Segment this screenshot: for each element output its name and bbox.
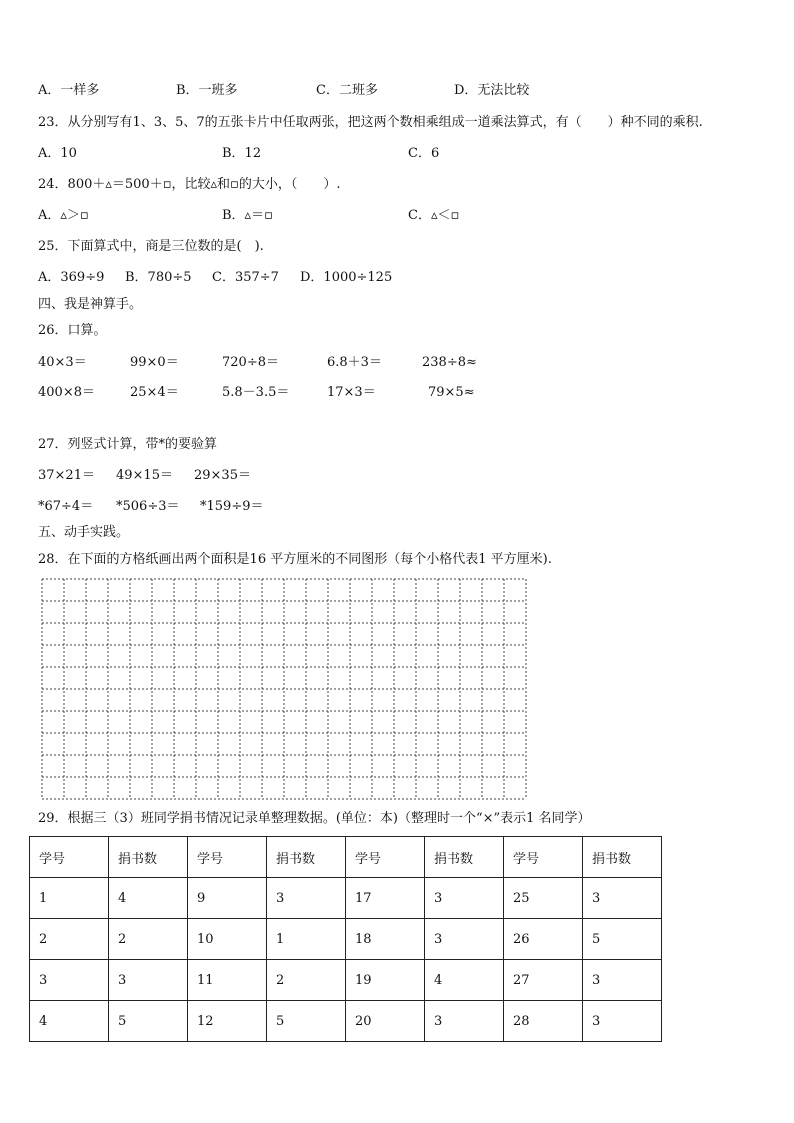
table-cell: 9: [188, 878, 267, 919]
table-cell: 学号: [30, 837, 109, 878]
q27-item: 29×35＝: [194, 468, 251, 483]
table-cell: 3: [583, 960, 662, 1001]
question-23-text: 23．从分别写有1、3、5、7的五张卡片中任取两张，把这两个数相乘组成一道乘法算式，有（ ）种不同的乘积.: [38, 115, 703, 130]
table-cell: 28: [504, 1001, 583, 1042]
table-cell: 学号: [504, 837, 583, 878]
table-cell: 3: [109, 960, 188, 1001]
q26-item: 99×0＝: [130, 355, 179, 370]
table-cell: 2: [30, 919, 109, 960]
table-cell: 10: [188, 919, 267, 960]
table-cell: 2: [109, 919, 188, 960]
grid-paper[interactable]: [41, 578, 527, 800]
q22-option-a: A．一样多: [38, 83, 100, 98]
question-29-text: 29．根据三（3）班同学捐书情况记录单整理数据。(单位：本)（整理时一个“×”表示1 名同学）: [38, 811, 591, 826]
q26-item: 40×3＝: [38, 355, 87, 370]
table-cell: 学号: [346, 837, 425, 878]
table-cell: 17: [346, 878, 425, 919]
table-cell: 5: [267, 1001, 346, 1042]
question-27-text: 27．列竖式计算，带*的要验算: [38, 437, 218, 452]
q22-option-d: D．无法比较: [454, 83, 530, 98]
q26-item: 79×5≈: [428, 385, 475, 400]
q23-option-a: A．10: [38, 146, 77, 161]
table-row: [30, 919, 662, 960]
table-cell: 5: [109, 1001, 188, 1042]
table-cell: 3: [425, 878, 504, 919]
q24-option-b: B．▵＝▫: [222, 208, 273, 223]
table-row: [30, 878, 662, 919]
q25-option-a: A．369÷9: [38, 270, 105, 285]
q22-option-b: B．一班多: [176, 83, 238, 98]
section-4-heading: 四、我是神算手。: [38, 297, 143, 312]
table-cell: 3: [583, 878, 662, 919]
q27-item: 37×21＝: [38, 468, 95, 483]
q26-item: 5.8－3.5＝: [222, 385, 290, 400]
table-cell: 2: [267, 960, 346, 1001]
q27-item: *506÷3＝: [116, 499, 180, 514]
q22-option-c: C．二班多: [316, 83, 378, 98]
table-cell: 12: [188, 1001, 267, 1042]
table-cell: 26: [504, 919, 583, 960]
table-cell: 3: [30, 960, 109, 1001]
q26-item: 238÷8≈: [422, 355, 477, 370]
q26-item: 25×4＝: [130, 385, 179, 400]
question-26-text: 26．口算。: [38, 323, 107, 338]
q26-item: 6.8＋3＝: [327, 355, 382, 370]
table-cell: 4: [30, 1001, 109, 1042]
q23-option-b: B．12: [222, 146, 262, 161]
q25-option-d: D．1000÷125: [300, 270, 393, 285]
q26-item: 720÷8＝: [222, 355, 279, 370]
q24-option-c: C．▵＜▫: [408, 208, 460, 223]
table-cell: 3: [425, 1001, 504, 1042]
table-cell: 4: [425, 960, 504, 1001]
table-cell: 捐书数: [583, 837, 662, 878]
table-cell: 3: [425, 919, 504, 960]
table-cell: 3: [583, 1001, 662, 1042]
table-cell: 捐书数: [109, 837, 188, 878]
question-25-text: 25．下面算式中，商是三位数的是( ).: [38, 239, 264, 254]
table-cell: 5: [583, 919, 662, 960]
table-cell: 学号: [188, 837, 267, 878]
question-24-text: 24．800＋▵＝500＋▫，比较▵和▫的大小，（ ）.: [38, 177, 341, 192]
q27-item: *159÷9＝: [200, 499, 264, 514]
q27-item: 49×15＝: [116, 468, 173, 483]
table-cell: 4: [109, 878, 188, 919]
section-5-heading: 五、动手实践。: [38, 525, 130, 540]
table-cell: 20: [346, 1001, 425, 1042]
donation-record-table: [29, 836, 662, 1042]
table-cell: 25: [504, 878, 583, 919]
q24-option-a: A．▵＞▫: [38, 208, 89, 223]
table-cell: 捐书数: [267, 837, 346, 878]
question-28-text: 28．在下面的方格纸画出两个面积是16 平方厘米的不同图形（每个小格代表1 平方厘米).: [38, 552, 552, 567]
table-cell: 捐书数: [425, 837, 504, 878]
table-cell: 1: [30, 878, 109, 919]
table-cell: 1: [267, 919, 346, 960]
q27-item: *67÷4＝: [38, 499, 94, 514]
q23-option-c: C．6: [408, 146, 440, 161]
q26-item: 400×8＝: [38, 385, 95, 400]
table-row: [30, 960, 662, 1001]
q25-option-b: B．780÷5: [125, 270, 192, 285]
table-header-row: [30, 837, 662, 878]
table-cell: 3: [267, 878, 346, 919]
table-row: [30, 1001, 662, 1042]
q26-item: 17×3＝: [327, 385, 376, 400]
table-cell: 18: [346, 919, 425, 960]
table-cell: 19: [346, 960, 425, 1001]
q25-option-c: C．357÷7: [212, 270, 279, 285]
table-cell: 27: [504, 960, 583, 1001]
table-cell: 11: [188, 960, 267, 1001]
